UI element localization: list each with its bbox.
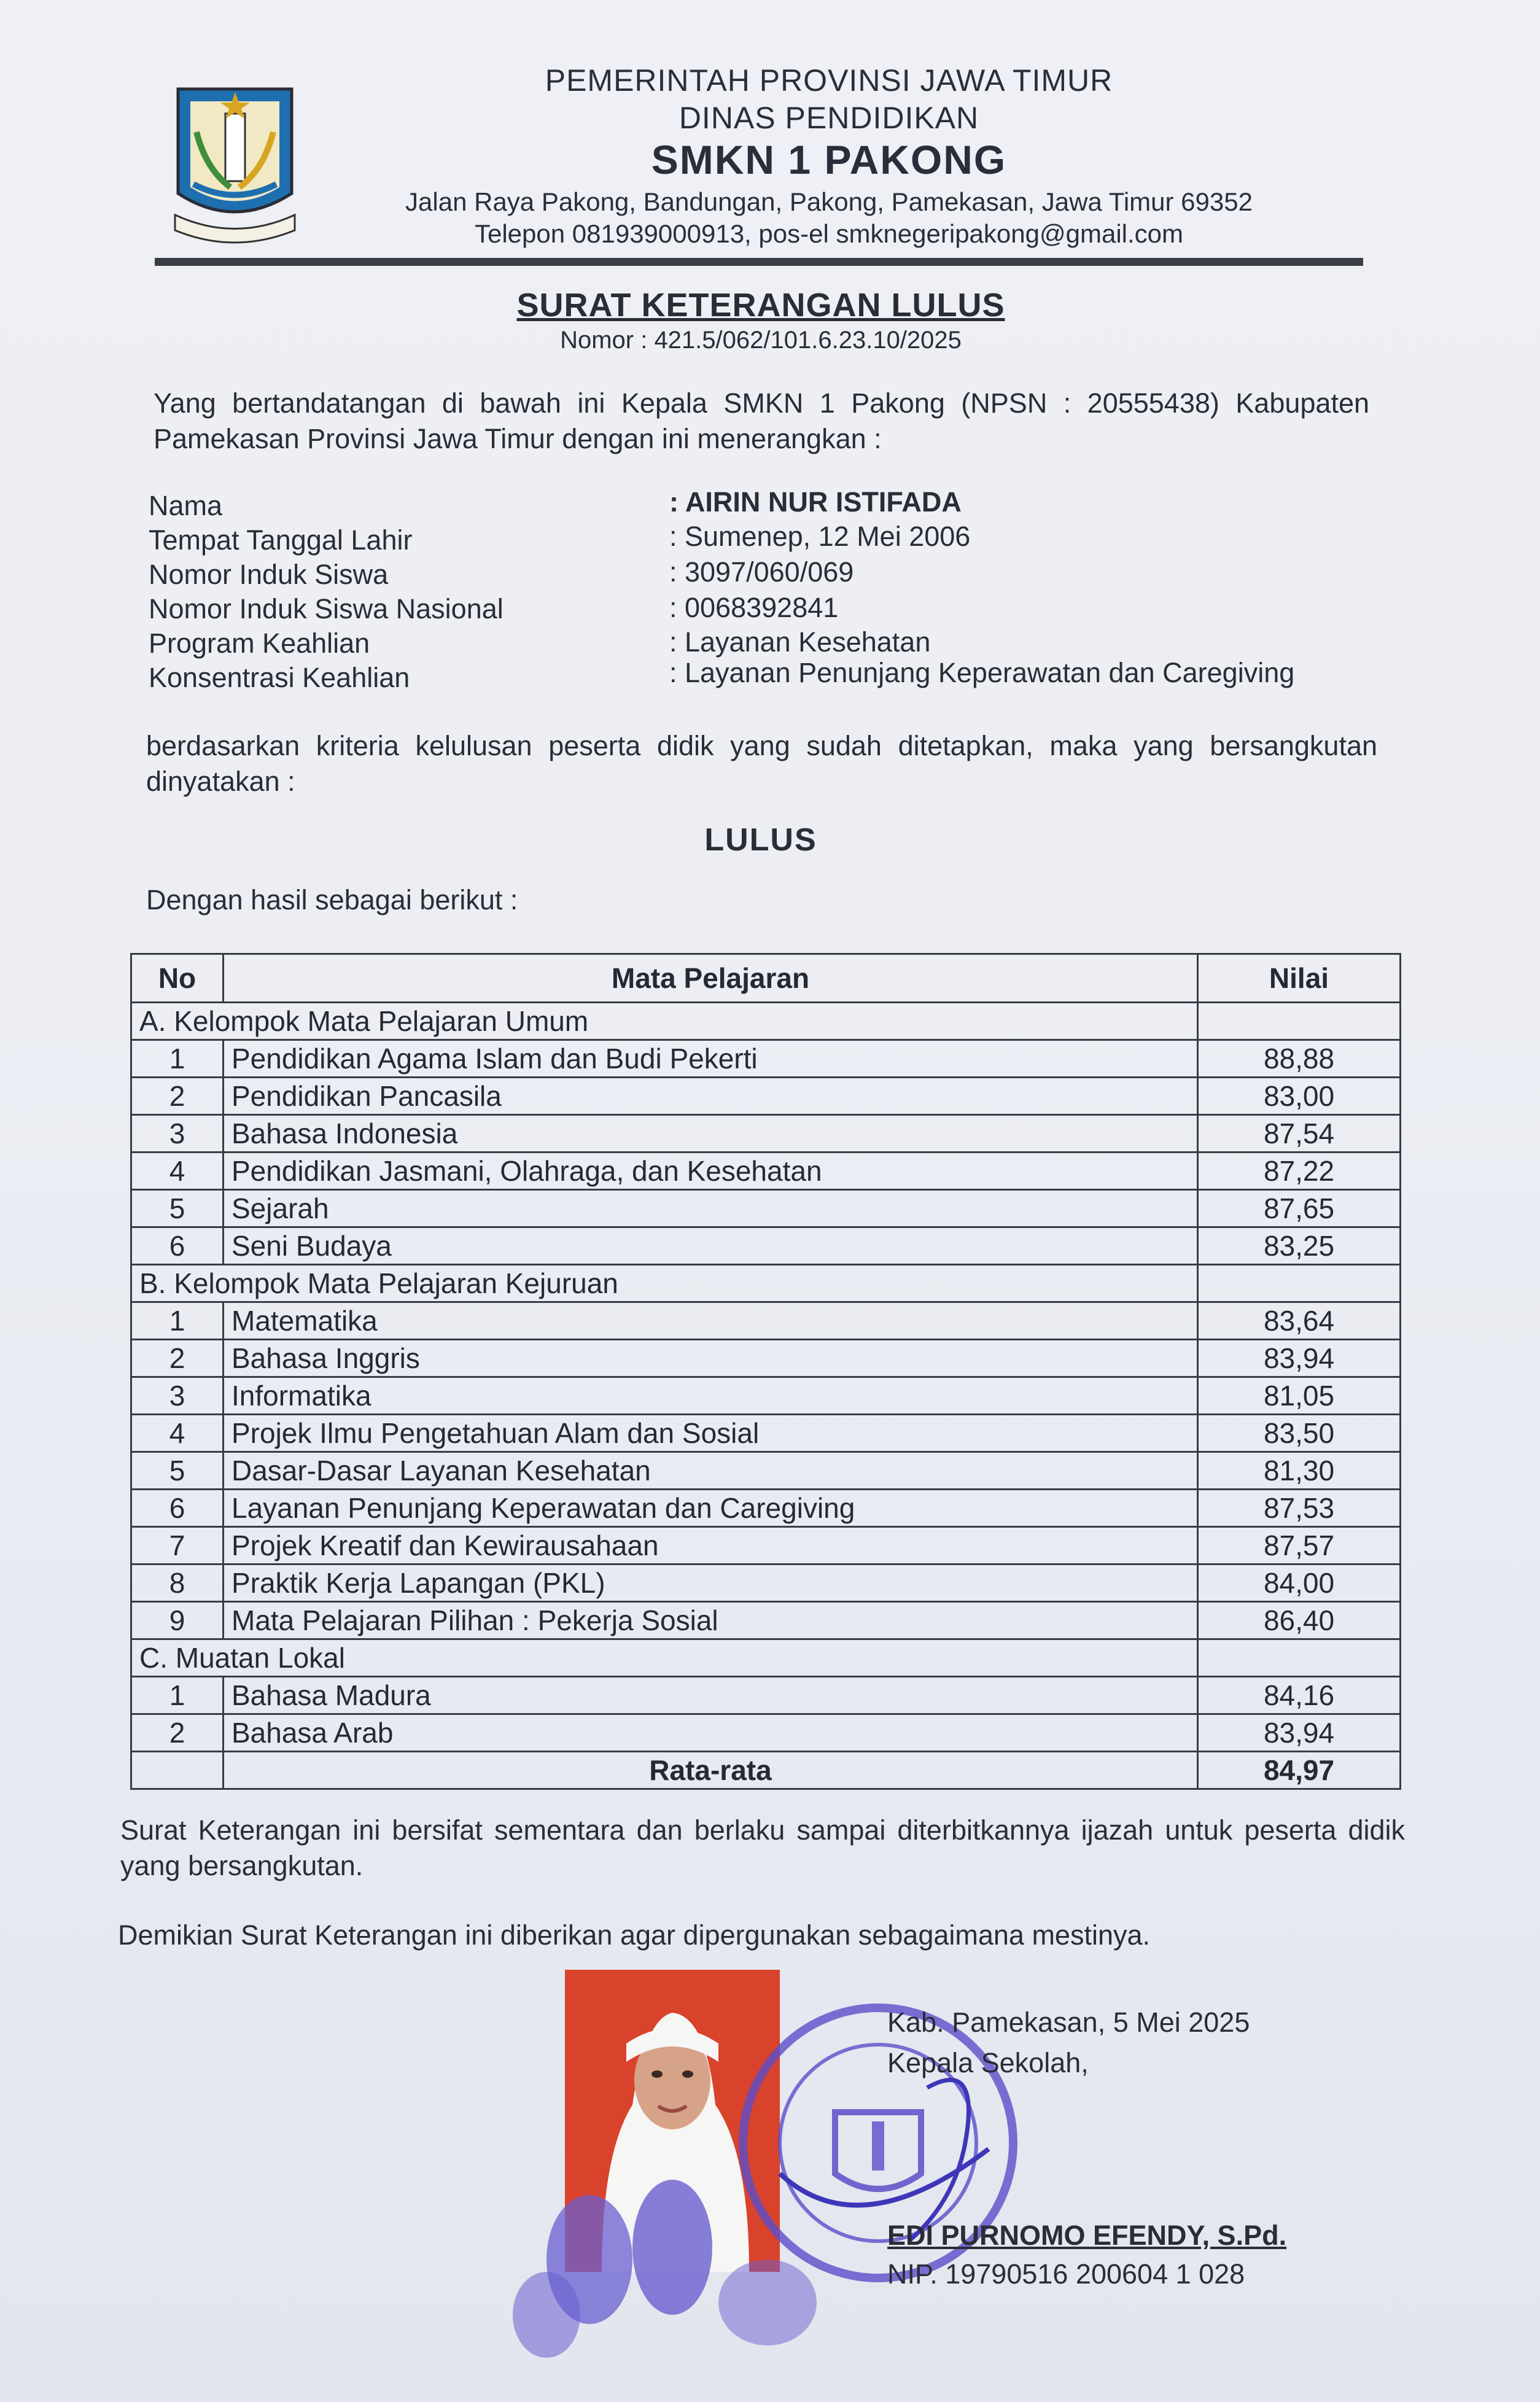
table-row bbox=[131, 1115, 1401, 1152]
row-score: 83,64 bbox=[1198, 1302, 1401, 1340]
table-row bbox=[131, 1040, 1401, 1078]
signatory-name: EDI PURNOMO EFENDY, S.Pd. bbox=[887, 2220, 1287, 2251]
basis-paragraph: berdasarkan kriteria kelulusan peserta didik yang sudah ditetapkan, maka yang bersangkutan dinyatakan : bbox=[146, 730, 1377, 797]
row-subject: Praktik Kerja Lapangan (PKL) bbox=[224, 1564, 1198, 1602]
row-score: 87,54 bbox=[1198, 1115, 1401, 1152]
table-row bbox=[131, 1527, 1401, 1564]
table-row bbox=[131, 1490, 1401, 1527]
kop-agency: DINAS PENDIDIKAN bbox=[679, 101, 979, 135]
field-value-concentration: : Layanan Penunjang Keperawatan dan Caregiving bbox=[669, 657, 1295, 688]
row-score: 86,40 bbox=[1198, 1602, 1401, 1639]
field-label-birth: Tempat Tanggal Lahir bbox=[149, 524, 413, 556]
row-subject: Bahasa Inggris bbox=[224, 1340, 1198, 1377]
row-score: 83,94 bbox=[1198, 1714, 1401, 1752]
average-value: 84,97 bbox=[1198, 1752, 1401, 1789]
row-score: 84,16 bbox=[1198, 1677, 1401, 1714]
row-subject: Sejarah bbox=[224, 1190, 1198, 1227]
group-row-b bbox=[131, 1265, 1401, 1302]
row-no: 4 bbox=[131, 1415, 224, 1452]
table-row bbox=[131, 1302, 1401, 1340]
field-label-name: Nama bbox=[149, 490, 223, 521]
row-no: 8 bbox=[131, 1564, 224, 1602]
row-score: 81,05 bbox=[1198, 1377, 1401, 1415]
row-subject: Pendidikan Pancasila bbox=[224, 1078, 1198, 1115]
table-row bbox=[131, 1564, 1401, 1602]
row-score: 83,00 bbox=[1198, 1078, 1401, 1115]
group-row-c bbox=[131, 1639, 1401, 1677]
group-title: A. Kelompok Mata Pelajaran Umum bbox=[131, 1003, 1198, 1040]
row-subject: Dasar-Dasar Layanan Kesehatan bbox=[224, 1452, 1198, 1490]
row-no: 9 bbox=[131, 1602, 224, 1639]
row-subject: Bahasa Madura bbox=[224, 1677, 1198, 1714]
field-value-name: : AIRIN NUR ISTIFADA bbox=[669, 486, 962, 518]
table-header-row bbox=[131, 954, 1401, 1003]
kop-address: Jalan Raya Pakong, Bandungan, Pakong, Pamekasan, Jawa Timur 69352 bbox=[405, 187, 1253, 216]
row-subject: Matematika bbox=[224, 1302, 1198, 1340]
verdict-lulus: LULUS bbox=[704, 822, 817, 858]
kop-divider bbox=[155, 258, 1363, 266]
signature-place-date: Kab. Pamekasan, 5 Mei 2025 bbox=[887, 2007, 1250, 2038]
row-subject: Mata Pelajaran Pilihan : Pekerja Sosial bbox=[224, 1602, 1198, 1639]
row-no: 2 bbox=[131, 1714, 224, 1752]
table-row bbox=[131, 1415, 1401, 1452]
row-subject: Bahasa Indonesia bbox=[224, 1115, 1198, 1152]
row-subject: Layanan Penunjang Keperawatan dan Caregiving bbox=[224, 1490, 1198, 1527]
row-score: 83,50 bbox=[1198, 1415, 1401, 1452]
grades-table bbox=[130, 953, 1401, 1790]
row-no: 1 bbox=[131, 1302, 224, 1340]
row-no: 6 bbox=[131, 1490, 224, 1527]
row-no: 2 bbox=[131, 1078, 224, 1115]
row-no: 2 bbox=[131, 1340, 224, 1377]
group-title: B. Kelompok Mata Pelajaran Kejuruan bbox=[131, 1265, 1198, 1302]
signature-role: Kepala Sekolah, bbox=[887, 2047, 1089, 2078]
row-score: 84,00 bbox=[1198, 1564, 1401, 1602]
row-subject: Projek Kreatif dan Kewirausahaan bbox=[224, 1527, 1198, 1564]
field-value-program: : Layanan Kesehatan bbox=[669, 626, 931, 658]
row-score: 81,30 bbox=[1198, 1452, 1401, 1490]
row-score: 83,94 bbox=[1198, 1340, 1401, 1377]
row-subject: Informatika bbox=[224, 1377, 1198, 1415]
row-no: 4 bbox=[131, 1152, 224, 1190]
row-subject: Seni Budaya bbox=[224, 1227, 1198, 1265]
table-row bbox=[131, 1190, 1401, 1227]
row-no: 1 bbox=[131, 1040, 224, 1078]
signatory-nip: NIP. 19790516 200604 1 028 bbox=[887, 2258, 1245, 2290]
average-label: Rata-rata bbox=[224, 1752, 1198, 1789]
field-label-nis: Nomor Induk Siswa bbox=[149, 559, 389, 590]
row-subject: Pendidikan Jasmani, Olahraga, dan Kesehatan bbox=[224, 1152, 1198, 1190]
east-java-emblem-icon bbox=[169, 77, 301, 249]
kop-government: PEMERINTAH PROVINSI JAWA TIMUR bbox=[545, 63, 1113, 98]
table-row bbox=[131, 1078, 1401, 1115]
document-number: Nomor : 421.5/062/101.6.23.10/2025 bbox=[560, 327, 962, 354]
intro-paragraph: Yang bertandatangan di bawah ini Kepala SMKN 1 Pakong (NPSN : 20555438) Kabupaten Pamekasan Provinsi Jawa Timur dengan ini menerangkan : bbox=[154, 387, 1369, 454]
header-score: Nilai bbox=[1198, 954, 1401, 1003]
table-row bbox=[131, 1227, 1401, 1265]
note-paragraph: Surat Keterangan ini bersifat sementara dan berlaku sampai diterbitkannya ijazah untuk peserta didik yang bersangkutan. bbox=[120, 1814, 1405, 1881]
table-row bbox=[131, 1452, 1401, 1490]
group-row-a bbox=[131, 1003, 1401, 1040]
document-title: SURAT KETERANGAN LULUS bbox=[516, 287, 1005, 324]
field-label-nisn: Nomor Induk Siswa Nasional bbox=[149, 593, 504, 624]
row-score: 87,22 bbox=[1198, 1152, 1401, 1190]
row-score: 87,53 bbox=[1198, 1490, 1401, 1527]
row-no: 6 bbox=[131, 1227, 224, 1265]
table-row bbox=[131, 1340, 1401, 1377]
row-no: 5 bbox=[131, 1452, 224, 1490]
row-no: 1 bbox=[131, 1677, 224, 1714]
field-label-program: Program Keahlian bbox=[149, 628, 370, 659]
average-row bbox=[131, 1752, 1401, 1789]
row-score: 88,88 bbox=[1198, 1040, 1401, 1078]
row-no: 3 bbox=[131, 1377, 224, 1415]
field-value-nis: : 3097/060/069 bbox=[669, 556, 854, 588]
table-row bbox=[131, 1377, 1401, 1415]
row-score: 83,25 bbox=[1198, 1227, 1401, 1265]
kop-school-name: SMKN 1 PAKONG bbox=[651, 137, 1007, 182]
field-label-concentration: Konsentrasi Keahlian bbox=[149, 662, 410, 693]
row-subject: Projek Ilmu Pengetahuan Alam dan Sosial bbox=[224, 1415, 1198, 1452]
header-no: No bbox=[131, 954, 224, 1003]
header-subject: Mata Pelajaran bbox=[224, 954, 1198, 1003]
table-row bbox=[131, 1152, 1401, 1190]
row-no: 3 bbox=[131, 1115, 224, 1152]
row-score: 87,57 bbox=[1198, 1527, 1401, 1564]
field-value-nisn: : 0068392841 bbox=[669, 592, 839, 623]
row-subject: Bahasa Arab bbox=[224, 1714, 1198, 1752]
field-value-birth: : Sumenep, 12 Mei 2006 bbox=[669, 521, 971, 552]
row-subject: Pendidikan Agama Islam dan Budi Pekerti bbox=[224, 1040, 1198, 1078]
table-row bbox=[131, 1602, 1401, 1639]
row-score: 87,65 bbox=[1198, 1190, 1401, 1227]
kop-contact: Telepon 081939000913, pos-el smknegeripakong@gmail.com bbox=[474, 219, 1184, 248]
table-row bbox=[131, 1714, 1401, 1752]
group-title: C. Muatan Lokal bbox=[131, 1639, 1198, 1677]
table-row bbox=[131, 1677, 1401, 1714]
row-no: 7 bbox=[131, 1527, 224, 1564]
row-no: 5 bbox=[131, 1190, 224, 1227]
closing-paragraph: Demikian Surat Keterangan ini diberikan agar dipergunakan sebagaimana mestinya. bbox=[118, 1919, 1151, 1951]
results-intro: Dengan hasil sebagai berikut : bbox=[146, 884, 518, 915]
